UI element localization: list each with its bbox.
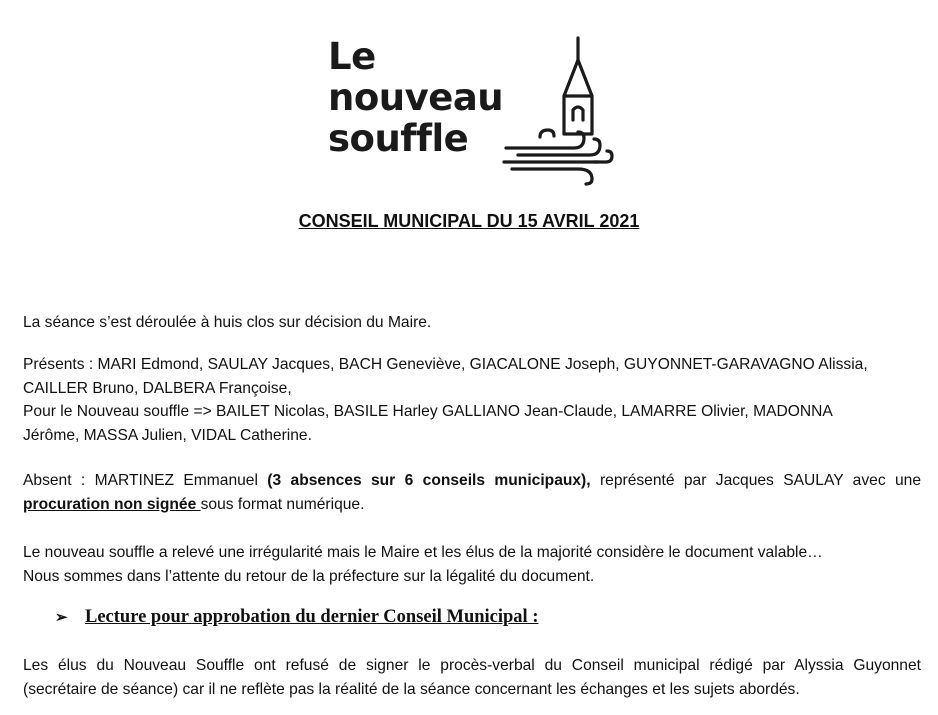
logo-line-3: souffle: [328, 117, 469, 160]
logo-line-2: nouveau: [328, 76, 504, 119]
lecture-line-2: (secrétaire de séance) car il ne reflète pas la réalité de la séance concernant les échanges et les sujets abordés.: [23, 680, 800, 698]
section-heading: [55, 607, 538, 628]
absence-count: (3 absences sur 6 conseils municipaux),: [267, 472, 591, 489]
presents-line-1: Présents : MARI Edmond, SAULAY Jacques, BACH Geneviève, GIACALONE Joseph, GUYONNET-GARAVAGNO Alissia,: [23, 356, 868, 373]
paragraph-absent: [23, 469, 921, 516]
presents-line-2: CAILLER Bruno, DALBERA Françoise,: [23, 379, 292, 397]
logo-line-1: Le: [328, 35, 376, 78]
presents-line-3: Pour le Nouveau souffle => BAILET Nicolas, BASILE Harley GALLIANO Jean-Claude, LAMARRE Olivier, MADONNA: [23, 403, 833, 420]
logo: [328, 36, 628, 186]
presents-line-4: Jérôme, MASSA Julien, VIDAL Catherine.: [23, 426, 312, 444]
arrow-bullet-icon: ➢: [55, 610, 68, 626]
paragraph-presents: [23, 353, 921, 447]
absent-line-1: Absent : MARTINEZ Emmanuel (3 absences sur 6 conseils municipaux), représenté par Jacques SAULAY avec une: [23, 472, 921, 489]
paragraph-seance: La séance s’est déroulée à huis clos sur décision du Maire.: [23, 314, 432, 331]
church-wind-icon: [328, 36, 628, 186]
procuration-note: procuration non signée: [23, 495, 201, 513]
paragraph-irregularity: [23, 541, 921, 588]
irregularity-line-2: Nous sommes dans l’attente du retour de la préfecture sur la légalité du document.: [23, 567, 595, 585]
section-heading-text: Lecture pour approbation du dernier Conseil Municipal :: [85, 607, 539, 627]
irregularity-line-1: Le nouveau souffle a relevé une irrégularité mais le Maire et les élus de la majorité considère le document valable…: [23, 544, 823, 561]
document-title: CONSEIL MUNICIPAL DU 15 AVRIL 2021: [298, 211, 640, 231]
absent-line-2: procuration non signée sous format numérique.: [23, 495, 365, 513]
paragraph-lecture: [23, 654, 921, 701]
lecture-line-1: Les élus du Nouveau Souffle ont refusé de signer le procès-verbal du Conseil municipal rédigé par Alyssia Guyonnet: [23, 657, 921, 674]
